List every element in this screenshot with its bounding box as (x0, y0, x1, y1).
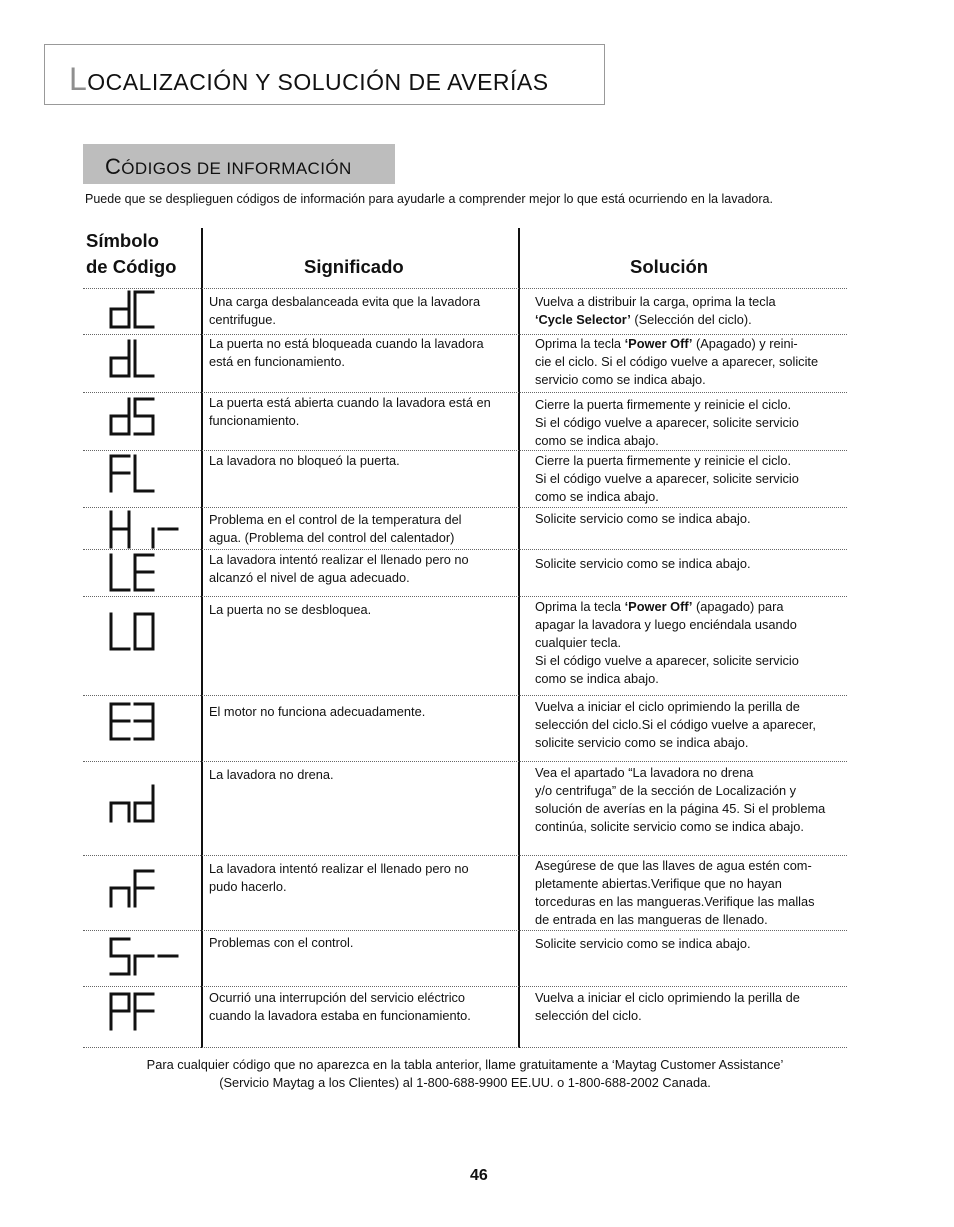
solution-line: Vuelva a iniciar el ciclo oprimiendo la perilla de (535, 990, 800, 1005)
solution-line: Si el código vuelve a aparecer, solicite servicio (535, 653, 799, 668)
solution-line: cualquier tecla. (535, 635, 622, 650)
meaning-line: Problema en el control de la temperatura del (209, 512, 462, 527)
meaning-line: Ocurrió una interrupción del servicio eléctrico (209, 990, 466, 1005)
header-solution: Solución (630, 256, 709, 277)
solution-cell (535, 335, 818, 389)
key-name: ‘Power Off’ (624, 336, 693, 351)
column-divider-2 (518, 228, 520, 1048)
solution-line: solicite servicio como se indica abajo. (535, 735, 749, 750)
key-name: ‘Power Off’ (624, 599, 693, 614)
meaning-cell (209, 860, 469, 896)
meaning-cell (209, 934, 353, 952)
page-title (69, 61, 549, 98)
header-meaning: Significado (304, 256, 404, 277)
solution-cell (535, 396, 799, 450)
solution-cell (535, 598, 799, 688)
solution-line: Vuelva a distribuir la carga, oprima la tecla (535, 294, 776, 309)
row-separator (83, 695, 847, 696)
solution-line: Vuelva a iniciar el ciclo oprimiendo la perilla de (535, 699, 800, 714)
code-symbol-fl (108, 454, 162, 501)
code-symbol-nd (108, 784, 162, 831)
meaning-line: Problemas con el control. (209, 935, 354, 950)
row-separator (83, 596, 847, 597)
meaning-line: Una carga desbalanceada evita que la lavadora (209, 294, 481, 309)
solution-line: cie el ciclo. Si el código vuelve a aparecer, solicite (535, 354, 819, 369)
section-title-rest: ÓDIGOS DE INFORMACIÓN (121, 159, 352, 178)
solution-cell (535, 857, 815, 929)
solution-cell (535, 293, 776, 329)
column-divider-1 (201, 228, 203, 1048)
page-title-box (44, 44, 605, 105)
solution-line: solución de averías en la página 45. Si el problema (535, 801, 826, 816)
solution-cell (535, 935, 751, 953)
solution-cell (535, 555, 751, 573)
solution-line: Oprima la tecla ‘Power Off’ (Apagado) y reini- (535, 336, 798, 351)
solution-line: Solicite servicio como se indica abajo. (535, 511, 751, 526)
meaning-cell (209, 601, 371, 619)
meaning-cell (209, 394, 491, 430)
code-symbol-e3 (108, 702, 162, 749)
page-title-rest: OCALIZACIÓN Y SOLUCIÓN DE AVERÍAS (87, 69, 549, 95)
row-separator (83, 986, 847, 987)
solution-line: de entrada en las mangueras de llenado. (535, 912, 768, 927)
row-separator (83, 1047, 847, 1048)
solution-line: Si el código vuelve a aparecer, solicite servicio (535, 415, 799, 430)
code-symbol-dc (108, 290, 162, 337)
meaning-line: La lavadora no drena. (209, 767, 334, 782)
code-symbol-pf (108, 992, 162, 1039)
meaning-cell (209, 511, 462, 547)
row-separator (83, 450, 847, 451)
solution-line: Solicite servicio como se indica abajo. (535, 556, 751, 571)
row-separator (83, 549, 847, 550)
solution-line: como se indica abajo. (535, 671, 659, 686)
solution-line: continúa, solicite servicio como se indica abajo. (535, 819, 804, 834)
meaning-line: La puerta no se desbloquea. (209, 602, 372, 617)
meaning-line: centrifugue. (209, 312, 276, 327)
code-symbol-le (108, 553, 162, 600)
meaning-line: La lavadora no bloqueó la puerta. (209, 453, 400, 468)
code-symbol-nf (108, 869, 162, 916)
meaning-cell (209, 452, 400, 470)
key-name: ‘Cycle Selector’ (535, 312, 631, 327)
row-separator (83, 855, 847, 856)
solution-line: y/o centrifuga” de la sección de Localización y (535, 783, 797, 798)
row-separator (83, 761, 847, 762)
solution-line: Cierre la puerta firmemente y reinicie el ciclo. (535, 453, 792, 468)
intro-text: Puede que se desplieguen códigos de información para ayudarle a comprender mejor lo que está ocurriendo en la lavadora. (85, 192, 773, 206)
page-title-initial: L (69, 61, 88, 97)
code-symbol-ds (108, 397, 162, 444)
solution-line: servicio como se indica abajo. (535, 372, 706, 387)
code-symbol-dl (108, 339, 162, 386)
solution-line: Solicite servicio como se indica abajo. (535, 936, 751, 951)
meaning-cell (209, 293, 480, 329)
footer-line-1: Para cualquier código que no aparezca en la tabla anterior, llame gratuitamente a ‘Maytag Customer Assistance’ (146, 1057, 784, 1072)
meaning-cell (209, 335, 484, 371)
code-symbol-lo (108, 612, 162, 659)
solution-line: Cierre la puerta firmemente y reinicie el ciclo. (535, 397, 792, 412)
meaning-cell (209, 989, 471, 1025)
page-number: 46 (470, 1167, 488, 1184)
section-header (83, 144, 395, 184)
solution-line: torceduras en las mangueras.Verifique las mallas (535, 894, 815, 909)
meaning-line: La lavadora intentó realizar el llenado pero no (209, 552, 469, 567)
meaning-line: La puerta no está bloqueada cuando la lavadora (209, 336, 484, 351)
solution-line: Si el código vuelve a aparecer, solicite servicio (535, 471, 799, 486)
solution-line: selección del ciclo. (535, 1008, 642, 1023)
solution-line: selección del ciclo.Si el código vuelve a aparecer, (535, 717, 816, 732)
solution-cell (535, 452, 799, 506)
solution-line: apagar la lavadora y luego enciéndala usando (535, 617, 797, 632)
meaning-line: cuando la lavadora estaba en funcionamiento. (209, 1008, 471, 1023)
code-symbol-srdash (108, 937, 186, 984)
section-title (105, 154, 352, 180)
meaning-line: está en funcionamiento. (209, 354, 345, 369)
solution-line: como se indica abajo. (535, 433, 659, 448)
row-separator (83, 507, 847, 508)
meaning-line: La puerta está abierta cuando la lavadora está en (209, 395, 491, 410)
meaning-line: El motor no funciona adecuadamente. (209, 704, 426, 719)
solution-line: Oprima la tecla ‘Power Off’ (apagado) para (535, 599, 784, 614)
solution-cell (535, 698, 816, 752)
meaning-line: alcanzó el nivel de agua adecuado. (209, 570, 410, 585)
meaning-line: agua. (Problema del control del calentador) (209, 530, 455, 545)
footer-line-2: (Servicio Maytag a los Clientes) al 1-800-688-9900 EE.UU. o 1-800-688-2002 Canada. (219, 1075, 711, 1090)
solution-cell (535, 510, 751, 528)
solution-line: Asegúrese de que las llaves de agua estén com- (535, 858, 812, 873)
meaning-cell (209, 703, 425, 721)
meaning-line: funcionamiento. (209, 413, 300, 428)
meaning-line: pudo hacerlo. (209, 879, 287, 894)
meaning-cell (209, 551, 469, 587)
section-title-initial: C (105, 154, 122, 179)
header-symbol-line1: Símbolo (86, 230, 159, 251)
row-separator (83, 392, 847, 393)
code-symbol-hidash (108, 510, 186, 557)
solution-cell (535, 989, 800, 1025)
solution-line: Vea el apartado “La lavadora no drena (535, 765, 754, 780)
row-separator (83, 288, 847, 289)
solution-line: pletamente abiertas.Verifique que no hayan (535, 876, 782, 891)
solution-line: ‘Cycle Selector’ (Selección del ciclo). (535, 312, 752, 327)
solution-line: como se indica abajo. (535, 489, 659, 504)
solution-cell (535, 764, 825, 836)
meaning-line: La lavadora intentó realizar el llenado pero no (209, 861, 469, 876)
row-separator (83, 930, 847, 931)
header-symbol-line2: de Código (86, 256, 177, 277)
meaning-cell (209, 766, 334, 784)
